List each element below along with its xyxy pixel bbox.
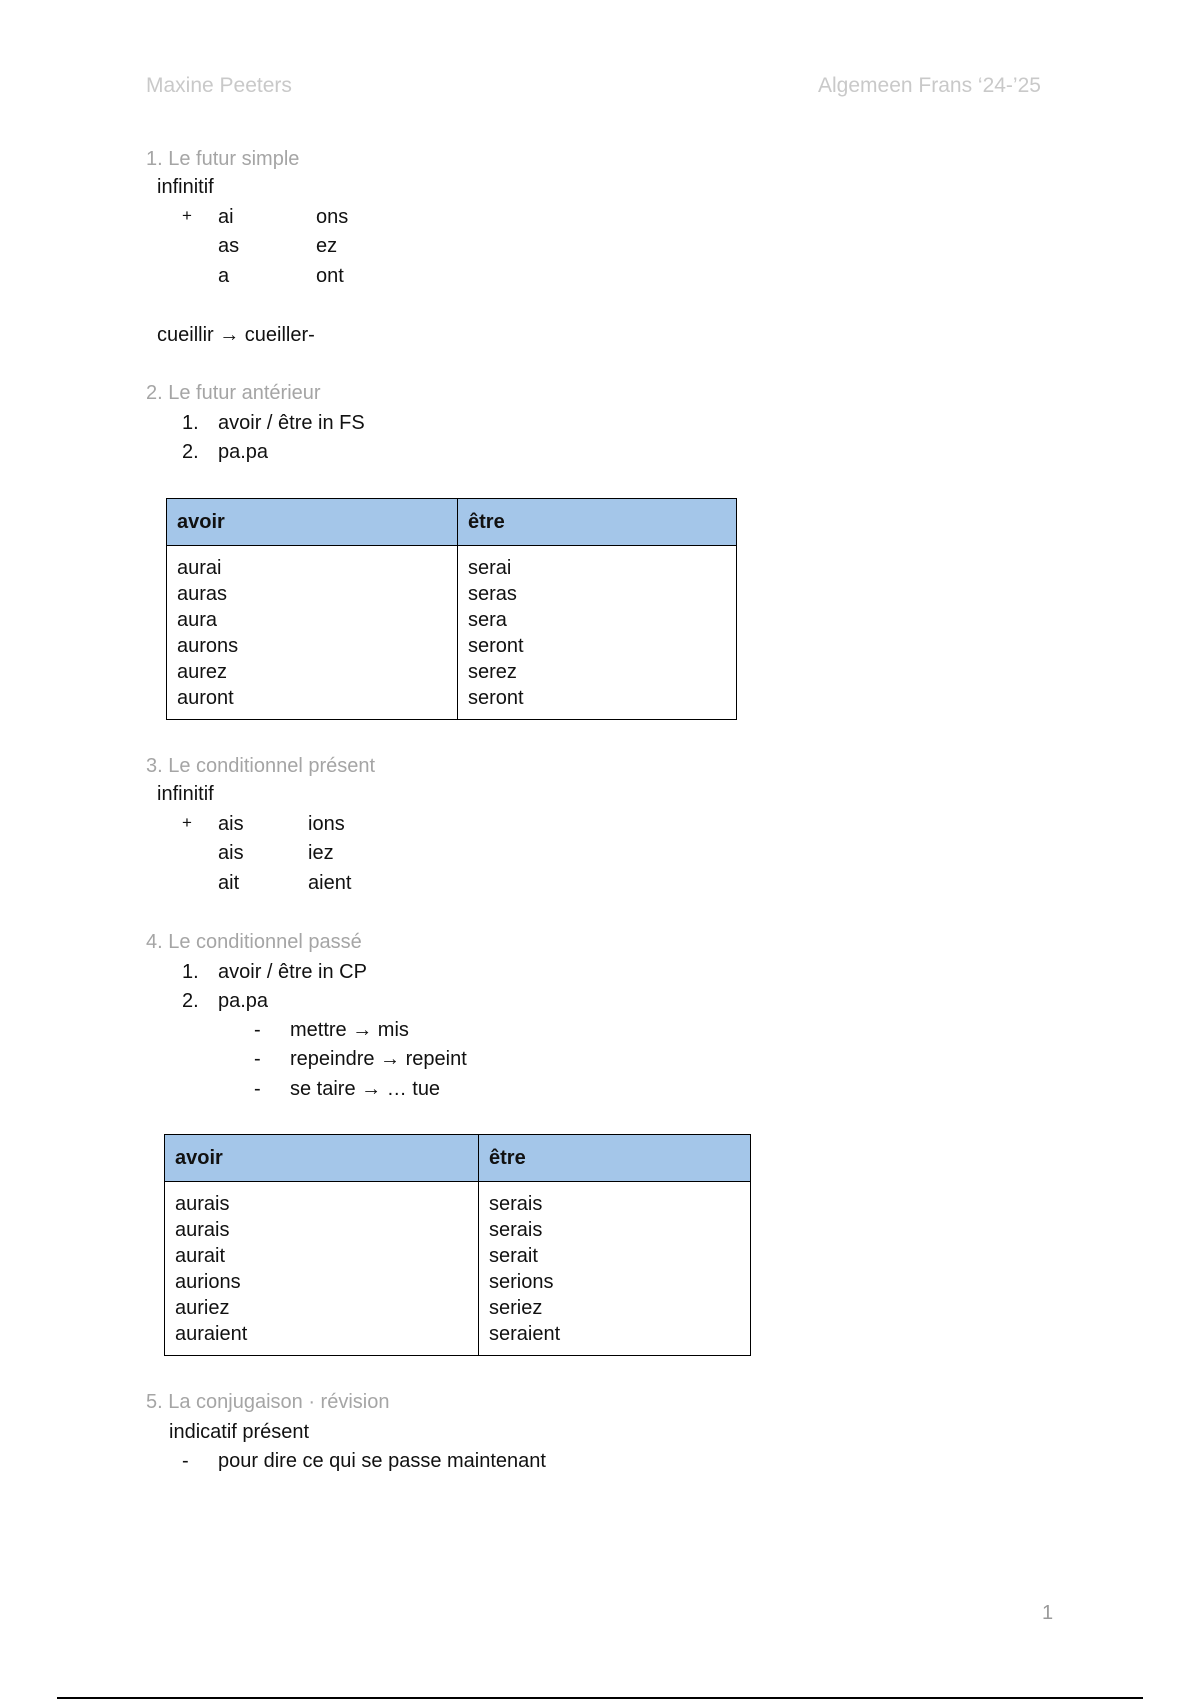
- sub-item: repeindre → repeint: [290, 1048, 467, 1070]
- conj-form: auraient: [175, 1323, 248, 1345]
- section-3-intro: infinitif: [157, 783, 214, 805]
- section-1-title: 1. Le futur simple: [146, 148, 300, 170]
- section-1-note: cueillir → cueiller-: [157, 324, 315, 346]
- table-row: [165, 1182, 751, 1356]
- conj-form: auriez: [175, 1297, 230, 1319]
- plus-bullet: +: [182, 206, 192, 225]
- course-title: Algemeen Frans ‘24-’25: [818, 74, 1041, 97]
- dash-bullet: -: [182, 1450, 189, 1472]
- ending-right-2: ez: [316, 235, 338, 257]
- conj-form: aurions: [175, 1271, 241, 1293]
- step-number: 2.: [182, 990, 199, 1012]
- conj-form: aurait: [175, 1245, 226, 1267]
- conj-form: sera: [468, 609, 507, 631]
- conj-form: serai: [468, 557, 512, 579]
- conj-form: aurais: [175, 1219, 230, 1241]
- section-2-title: 2. Le futur antérieur: [146, 382, 321, 404]
- ending-left-1: ai: [218, 206, 234, 228]
- step-number: 2.: [182, 441, 199, 463]
- ending-right-1: ions: [308, 813, 345, 835]
- conj-form: seraient: [489, 1323, 561, 1345]
- conj-form: seront: [468, 687, 524, 709]
- avoir-forms-cell: [165, 1182, 479, 1356]
- sub-item: se taire → … tue: [290, 1078, 441, 1100]
- table-header-avoir: avoir: [165, 1135, 479, 1182]
- ending-right-1: ons: [316, 206, 349, 228]
- avoir-forms-cell: [167, 546, 458, 720]
- step-text: pa.pa: [218, 990, 269, 1012]
- conj-form: aurai: [177, 557, 222, 579]
- dash-bullet: -: [254, 1019, 261, 1041]
- author-name: Maxine Peeters: [146, 74, 292, 97]
- conj-form: aurais: [175, 1193, 230, 1215]
- ending-left-3: a: [218, 265, 230, 287]
- step-text: avoir / être in CP: [218, 961, 367, 983]
- etre-forms-cell: [479, 1182, 751, 1356]
- conj-form: serais: [489, 1193, 543, 1215]
- table-header-etre: être: [479, 1135, 751, 1182]
- conj-form: serez: [468, 661, 517, 683]
- section-3-title: 3. Le conditionnel présent: [146, 755, 376, 777]
- conj-form: serait: [489, 1245, 538, 1267]
- table-header-etre: être: [458, 499, 737, 546]
- conj-form: serais: [489, 1219, 543, 1241]
- table-row: [167, 546, 737, 720]
- conj-form: aura: [177, 609, 218, 631]
- ending-right-3: ont: [316, 265, 344, 287]
- conditionnel-passe-table: [164, 1134, 751, 1356]
- ending-left-3: ait: [218, 872, 240, 894]
- conj-form: seras: [468, 583, 517, 605]
- sub-item: mettre → mis: [290, 1019, 409, 1041]
- futur-anterieur-table: [166, 498, 737, 720]
- conj-form: auront: [177, 687, 234, 709]
- ending-left-2: ais: [218, 842, 244, 864]
- dash-bullet: -: [254, 1048, 261, 1070]
- section-1-intro: infinitif: [157, 176, 214, 198]
- conj-form: aurons: [177, 635, 239, 657]
- page-number: 1: [1042, 1602, 1054, 1624]
- step-text: avoir / être in FS: [218, 412, 365, 434]
- conj-form: seront: [468, 635, 524, 657]
- step-number: 1.: [182, 412, 199, 434]
- conj-form: aurez: [177, 661, 228, 683]
- conj-form: seriez: [489, 1297, 543, 1319]
- step-text: pa.pa: [218, 441, 269, 463]
- ending-right-3: aient: [308, 872, 352, 894]
- section-5-title: 5. La conjugaison · révision: [146, 1391, 390, 1413]
- etre-forms-cell: [458, 546, 737, 720]
- table-header-avoir: avoir: [167, 499, 458, 546]
- step-number: 1.: [182, 961, 199, 983]
- ending-right-2: iez: [308, 842, 334, 864]
- plus-bullet: +: [182, 813, 192, 832]
- ending-left-1: ais: [218, 813, 244, 835]
- page-bottom-rule: [57, 1697, 1143, 1699]
- dash-bullet: -: [254, 1078, 261, 1100]
- section-5-intro: indicatif présent: [169, 1421, 310, 1443]
- ending-left-2: as: [218, 235, 240, 257]
- conj-form: serions: [489, 1271, 554, 1293]
- conj-form: auras: [177, 583, 228, 605]
- section-5-item: pour dire ce qui se passe maintenant: [218, 1450, 546, 1472]
- section-4-title: 4. Le conditionnel passé: [146, 931, 362, 953]
